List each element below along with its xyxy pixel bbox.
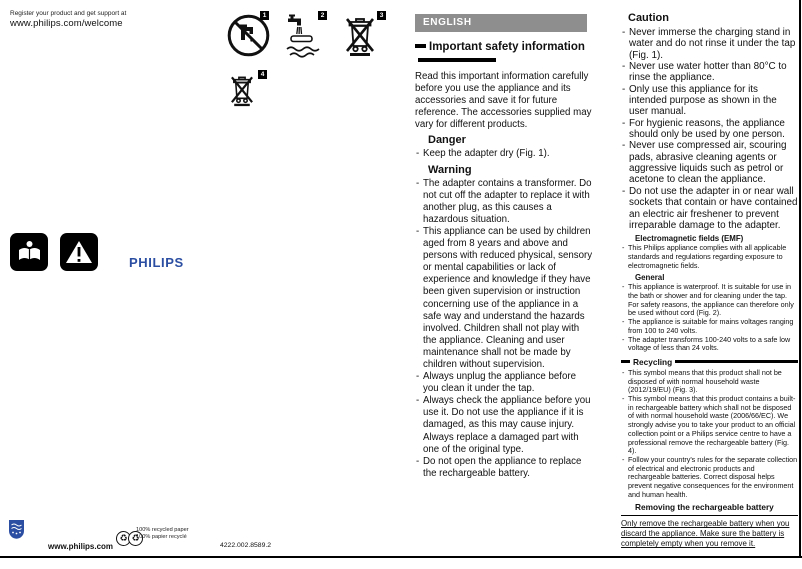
important-safety-heading: Important safety information [415,40,593,68]
list-item: - Only use this appliance for its intended purpose as shown in the user manual. [621,84,798,118]
intro-paragraph: Read this important information carefully before you use the appliance and its accessories and save it for future reference. The accessories supplied may vary for different products. [415,71,592,131]
figure-4-label: 4 [258,70,267,79]
figure-1 [226,13,271,63]
list-item: - For hygienic reasons, the appliance should only be used by one person. [621,118,798,141]
battery-removal-text: Only remove the rechargeable battery when you discard the appliance. Make sure the battery is completely empty when you remove it. [621,515,798,549]
heading-trail-bar [418,58,496,62]
recycle-icon: ♻ [116,531,131,546]
page-right-edge [799,0,801,558]
general-list [621,283,798,353]
list-item: - This appliance is waterproof. It is suitable for use in the bath or shower and for cleaning under the tap. For safety reasons, the appliance can therefore only be used without cord (Fig. 2). [621,283,798,318]
heading-trail-bar [675,360,798,363]
list-item: - Always unplug the appliance before you clean it under the tap. [415,371,593,395]
list-item: - The appliance is suitable for mains voltages ranging from 100 to 240 volts. [621,318,798,335]
warning-badge [60,233,98,271]
figure-4 [228,71,256,112]
column-english-continued [621,12,798,557]
battery-removal-heading: Removing the rechargeable battery [635,502,774,513]
danger-list [415,148,593,160]
emf-list [621,244,798,270]
list-item: - Never use compressed air, scouring pads, abrasive cleaning agents or aggressive liquids such as petrol or acetone to clean the appliance. [621,140,798,185]
figure-3 [342,11,378,62]
emf-heading: Electromagnetic fields (EMF) [635,234,744,244]
list-item: - The adapter transforms 100-240 volts to a safe low voltage of less than 24 volts. [621,336,798,353]
list-item: - This Philips appliance complies with all applicable standards and regulations regarding exposure to electromagnetic fields. [621,244,798,270]
column-english [415,14,593,480]
warning-heading: Warning [428,163,472,176]
list-item: - Never immerse the charging stand in water and do not rinse it under the tap (Fig. 1). [621,27,798,61]
crossed-out-wheelie-bin-icon [342,11,378,57]
recycling-heading: Recycling [621,357,798,367]
recycled-paper-line1: 100% recycled paper [136,527,189,533]
list-item: - This symbol means that this product contains a built-in rechargeable battery which shall not be disposed of with normal household waste (2006/66/EC). We strongly advise you to take your product to an official collection point or a Philips service centre to have a professional remove the rechargeable battery (Fig. 4). [621,395,798,456]
list-item: - Never use water hotter than 80°C to rinse the appliance. [621,61,798,84]
danger-heading: Danger [428,134,466,147]
philips-wordmark: PHILIPS [129,255,184,270]
recycled-paper-text [136,527,189,541]
heading-lead-bar [415,44,426,48]
page-bottom-edge [0,556,802,558]
philips-website: www.philips.com [48,542,114,551]
figure-2 [285,13,325,65]
figure-1-label: 1 [260,11,269,20]
recycled-paper-line2: 100% papier recyclé [136,534,187,540]
read-manual-badge [10,233,48,271]
register-block [10,10,126,29]
caution-heading: Caution [628,12,669,24]
figure-3-label: 3 [377,11,386,20]
list-item: - Do not use the adapter in or near wall sockets that contain or have contained an electric air freshener to prevent irreparable damage to the adapter. [621,186,798,231]
warning-triangle-icon [65,239,93,265]
rinse-under-tap-icon [285,13,325,60]
register-text: Register your product and get support at [10,10,127,17]
caution-list [621,27,798,231]
list-item: - The adapter contains a transformer. Do not cut off the adapter to replace it with another plug, as this causes a hazardous situation. [415,178,593,226]
philips-shield-logo [8,519,25,545]
figure-2-label: 2 [318,11,327,20]
language-header: ENGLISH [415,14,587,32]
list-item: - Keep the adapter dry (Fig. 1). [415,148,593,160]
recycle-icon: ♻ [128,531,143,546]
welcome-url: www.philips.com/welcome [10,18,123,29]
list-item: - This appliance can be used by children aged from 8 years and above and persons with reduced physical, sensory or mental capabilities or lack of experience and knowledge if they have been given supervision or instruction concerning use of the appliance in a safe way and understand the hazards involved. Children shall not play with the appliance. Cleaning and user maintenance shall not be made by children without supervision. [415,226,593,371]
heading-lead-bar [621,360,630,363]
part-number: 4222.002.8589.2 [220,542,272,549]
general-heading: General [635,273,665,283]
recycling-list [621,369,798,500]
read-manual-icon [16,239,43,266]
list-item: - Do not open the appliance to replace the rechargeable battery. [415,456,593,480]
list-item: - Always check the appliance before you use it. Do not use the appliance if it is damaged, as this may cause injury. Always replace a damaged part with one of the original type. [415,395,593,455]
warning-list [415,178,593,480]
list-item: - This symbol means that this product shall not be disposed of with normal household waste (2012/19/EU) (Fig. 3). [621,369,798,395]
list-item: - Follow your country's rules for the separate collection of electrical and electronic products and rechargeable batteries. Correct disposal helps prevent negative consequences for the environment and human health. [621,456,798,500]
crossed-out-wheelie-bin-battery-icon [228,71,256,107]
